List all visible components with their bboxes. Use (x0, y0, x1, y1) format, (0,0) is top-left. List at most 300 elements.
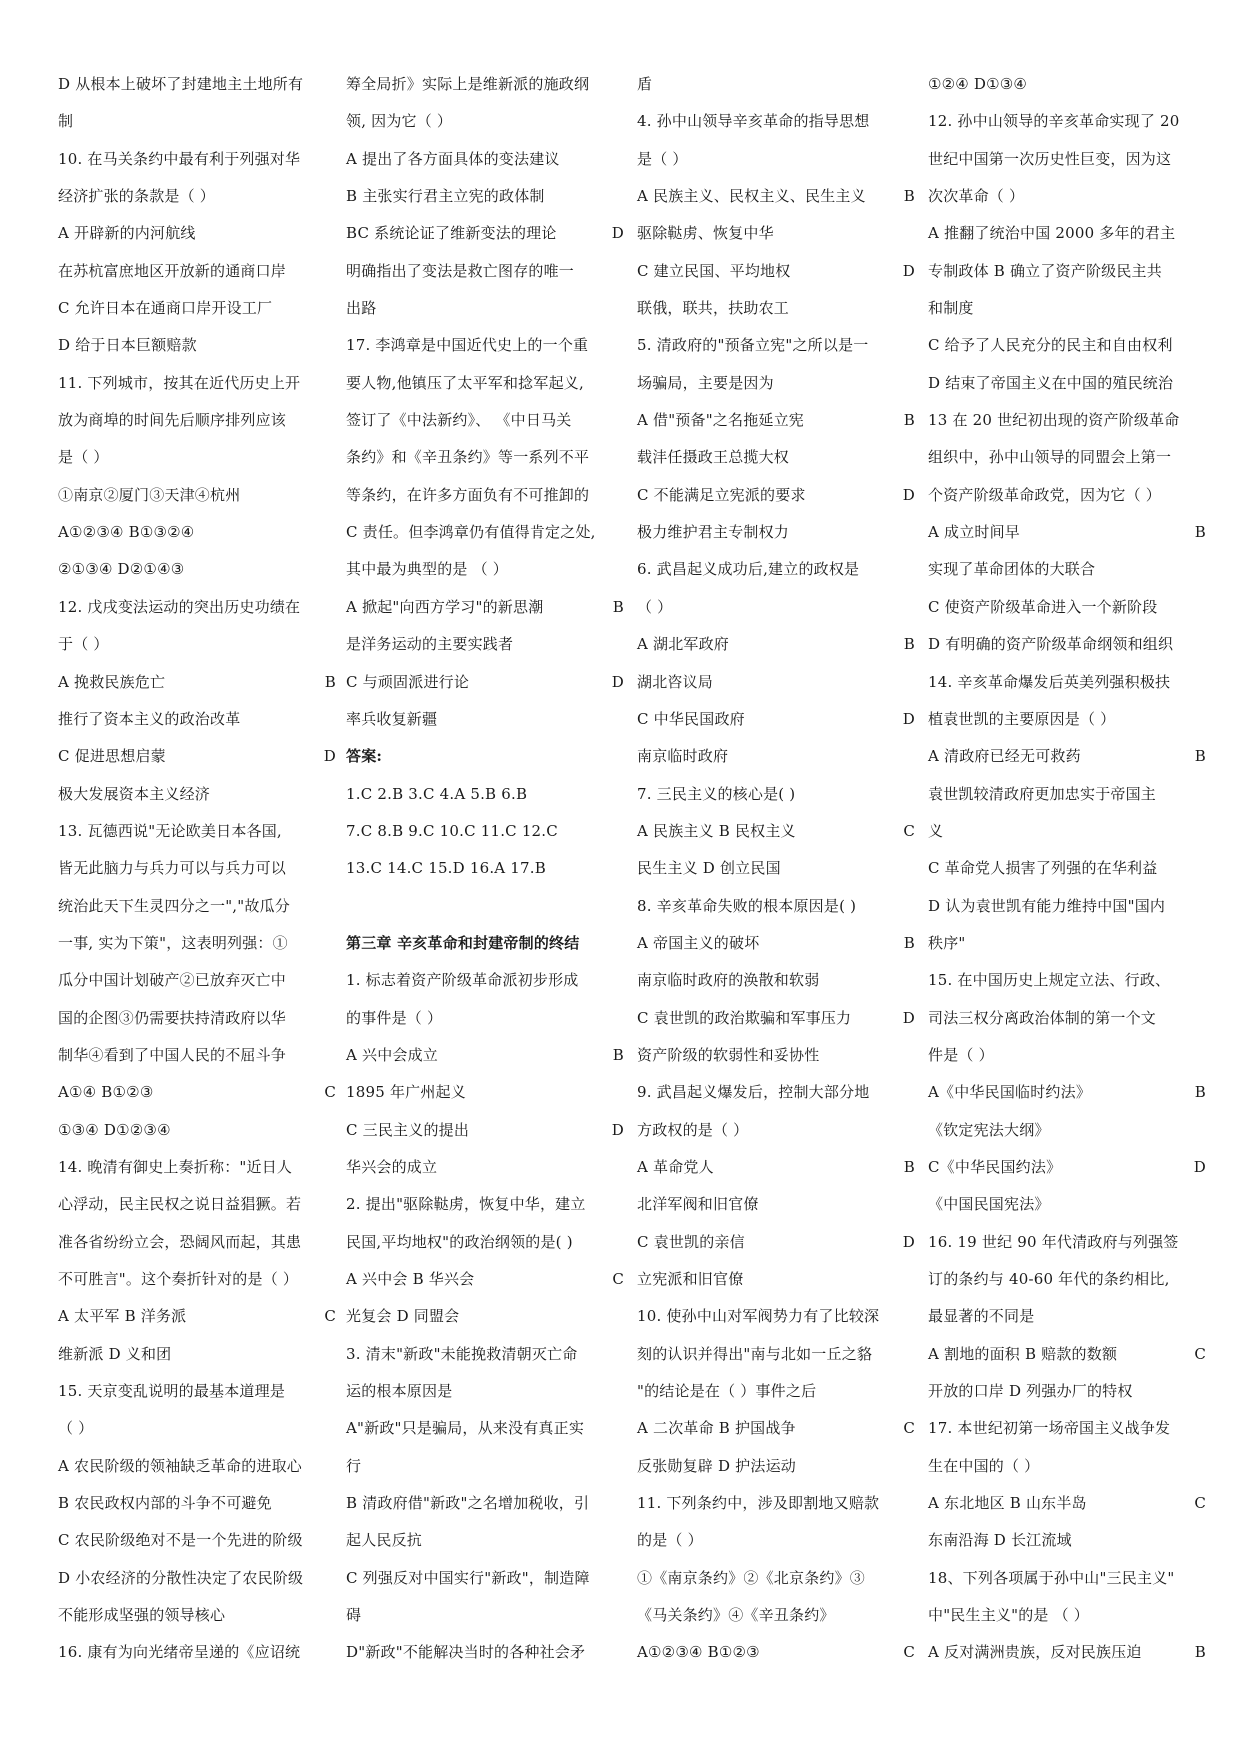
text-line (346, 551, 608, 588)
line-text: 反张勋复辟 D 护法运动 (637, 1456, 796, 1475)
text-line (637, 1373, 899, 1410)
line-text: 的是（ ） (637, 1531, 703, 1550)
line-text: 15. 天京变乱说明的最基本道理是 (58, 1382, 286, 1401)
text-line (928, 1373, 1190, 1410)
text-line (58, 738, 336, 775)
text-line (928, 813, 1190, 850)
line-text: 条约》和《辛丑条约》等一系列不平 (346, 448, 590, 467)
line-text: A 借"预备"之名拖延立宪 (637, 411, 805, 430)
line-text: 的事件是（ ） (346, 1008, 443, 1027)
option-letter: D (611, 224, 624, 243)
option-letter: C (903, 1419, 915, 1438)
line-text: 12. 戊戌变法运动的突出历史功绩在 (58, 597, 301, 616)
text-line (928, 925, 1190, 962)
line-text: 7.C 8.B 9.C 10.C 11.C 12.C (346, 821, 558, 840)
text-line (928, 327, 1190, 364)
text-line (637, 888, 899, 925)
option-letter: D (902, 261, 915, 280)
line-text: 光复会 D 同盟会 (346, 1307, 460, 1326)
text-line (346, 626, 608, 663)
line-text: 16. 康有为向光绪帝呈递的《应诏统 (58, 1643, 301, 1662)
line-text: 在苏杭富庶地区开放新的通商口岸 (58, 261, 287, 280)
text-line (928, 850, 1190, 887)
text-line (346, 1373, 608, 1410)
line-text: 于（ ） (58, 635, 109, 654)
line-text: 袁世凯较清政府更加忠实于帝国主 (928, 784, 1157, 803)
text-line (637, 178, 915, 215)
text-line (346, 1149, 608, 1186)
text-line (928, 664, 1190, 701)
text-line (928, 1634, 1206, 1671)
option-letter: C (1194, 1344, 1206, 1363)
line-text: 北洋军阀和旧官僚 (637, 1195, 759, 1214)
line-text: ②①③④ D②①④③ (58, 560, 185, 579)
text-line (58, 1000, 320, 1037)
text-line (58, 925, 320, 962)
line-text: C 给予了人民充分的民主和自由权利 (928, 336, 1173, 355)
text-line (928, 253, 1190, 290)
text-line (58, 1634, 320, 1671)
option-letter: C (903, 821, 915, 840)
line-text: 其中最为典型的是 （ ） (346, 560, 508, 579)
line-text: 8. 辛亥革命失败的根本原因是( ) (637, 896, 857, 915)
line-text: 生在中国的（ ） (928, 1456, 1040, 1475)
line-text: 13 在 20 世纪初出现的资产阶级革命 (928, 411, 1180, 430)
line-text: C 革命党人损害了列强的在华利益 (928, 859, 1158, 878)
text-line (346, 1410, 608, 1447)
line-text: C 促进思想启蒙 (58, 747, 166, 766)
line-text: 华兴会的成立 (346, 1157, 438, 1176)
line-text: 专制政体 B 确立了资产阶级民主共 (928, 261, 1162, 280)
line-text: 《中国民国宪法》 (928, 1195, 1050, 1214)
line-text: 5. 清政府的"预备立宪"之所以是一 (637, 336, 869, 355)
text-line (58, 551, 320, 588)
text-line (58, 103, 320, 140)
text-line (928, 701, 1190, 738)
line-text: 瓜分中国计划破产②已放弃灭亡中 (58, 971, 287, 990)
text-line (346, 1224, 608, 1261)
text-line (637, 1186, 899, 1223)
line-text: 等条约，在许多方面负有不可推卸的 (346, 485, 590, 504)
text-line (58, 1448, 320, 1485)
line-text: D 有明确的资产阶级革命纲领和组织 (928, 635, 1174, 654)
line-text: 放为商埠的时间先后顺序排列应该 (58, 411, 287, 430)
text-line (58, 477, 320, 514)
text-line (346, 813, 608, 850)
line-text: 1.C 2.B 3.C 4.A 5.B 6.B (346, 784, 528, 803)
text-line (346, 253, 608, 290)
option-letter: C (324, 1083, 336, 1102)
text-line (928, 103, 1190, 140)
text-line (637, 215, 899, 252)
text-line (346, 439, 608, 476)
text-line (346, 1112, 624, 1149)
text-line (58, 626, 320, 663)
option-letter: D (611, 672, 624, 691)
line-text: 答案: (346, 747, 383, 766)
text-line (637, 1560, 899, 1597)
line-text: 民生主义 D 创立民国 (637, 859, 781, 878)
line-text: 领, 因为它（ ） (346, 112, 453, 131)
line-text: 东南沿海 D 长江流域 (928, 1531, 1072, 1550)
line-text: A 太平军 B 洋务派 (58, 1307, 187, 1326)
line-text: 民国,平均地权"的政治纲领的是( ) (346, 1232, 573, 1251)
line-text: 推行了资本主义的政治改革 (58, 709, 241, 728)
option-letter: B (1194, 523, 1206, 542)
text-line (928, 365, 1190, 402)
line-text: ①②④ D①③④ (928, 75, 1028, 93)
text-line (928, 1336, 1206, 1373)
option-letter: D (611, 1120, 624, 1139)
text-line (637, 701, 915, 738)
line-text: 一事, 实为下策"，这表明列强：① (58, 933, 288, 952)
option-letter: B (1194, 1083, 1206, 1102)
line-text: 世纪中国第一次历史性巨变，因为这 (928, 149, 1172, 168)
option-letter: D (902, 485, 915, 504)
text-line (58, 439, 320, 476)
text-line (346, 365, 608, 402)
text-line (346, 1186, 608, 1223)
line-text: C 与顽固派进行论 (346, 672, 470, 691)
text-line (58, 1373, 320, 1410)
text-line (928, 776, 1190, 813)
line-text: 起人民反抗 (346, 1531, 423, 1550)
line-text: A 兴中会成立 (346, 1045, 439, 1064)
option-letter: B (324, 672, 336, 691)
text-line (928, 1298, 1190, 1335)
text-line (346, 178, 608, 215)
text-line (637, 1410, 915, 1447)
text-line (58, 701, 320, 738)
text-line (928, 1560, 1190, 1597)
option-letter: C (324, 1307, 336, 1326)
line-text: 12. 孙中山领导的辛亥革命实现了 20 (928, 112, 1180, 131)
line-text: 国的企图③仍需要扶持清政府以华 (58, 1008, 287, 1027)
line-text: 第三章 辛亥革命和封建帝制的终结 (346, 933, 580, 952)
text-line (346, 66, 608, 103)
line-text: 签订了《中法新约》、 《中日马关 (346, 411, 572, 430)
line-text: A 开辟新的内河航线 (58, 224, 196, 243)
line-text: A 湖北军政府 (637, 635, 730, 654)
line-text: A 挽救民族危亡 (58, 672, 166, 691)
line-text: D 认为袁世凯有能力维持中国"国内 (928, 896, 1166, 915)
line-text: 18、下列各项属于孙中山"三民主义" (928, 1568, 1175, 1587)
line-text: A①④ B①②③ (58, 1083, 154, 1102)
text-line (928, 1149, 1206, 1186)
text-line (58, 1037, 320, 1074)
line-text: 14. 晚清有御史上奏折称："近日人 (58, 1157, 293, 1176)
option-letter: D (902, 709, 915, 728)
text-line (637, 1037, 899, 1074)
line-text: 15. 在中国历史上规定立法、行政、 (928, 971, 1171, 990)
line-text: A 农民阶级的领袖缺乏革命的进取心 (58, 1456, 303, 1475)
text-line (637, 850, 899, 887)
text-line (637, 664, 899, 701)
text-line (928, 1000, 1190, 1037)
text-line (58, 776, 320, 813)
line-text: 维新派 D 义和团 (58, 1344, 172, 1363)
line-text: 组织中，孙中山领导的同盟会上第一 (928, 448, 1172, 467)
line-text: 义 (928, 821, 944, 840)
line-text: 联俄，联共，扶助农工 (637, 299, 790, 318)
text-line (58, 1597, 320, 1634)
line-text: C 允许日本在通商口岸开设工厂 (58, 299, 273, 318)
line-text: 刻的认识并得出"南与北如一丘之貉 (637, 1344, 873, 1363)
option-letter: B (903, 933, 915, 952)
line-text: 要人物,他镇压了太平军和捻军起义, (346, 373, 584, 392)
line-text: 准各省纷纷立会，恐阔风而起，其患 (58, 1232, 302, 1251)
text-line (346, 1597, 608, 1634)
text-column-1 (58, 66, 336, 1672)
line-text: D"新政"不能解决当时的各种社会矛 (346, 1643, 586, 1662)
text-line (637, 962, 899, 999)
line-text: 是洋务运动的主要实践者 (346, 635, 514, 654)
text-line (928, 66, 1190, 103)
line-text: 实现了革命团体的大联合 (928, 560, 1096, 579)
text-line (637, 1000, 915, 1037)
text-line (637, 1448, 899, 1485)
text-line (346, 327, 608, 364)
option-letter: B (1194, 747, 1206, 766)
text-line (58, 178, 320, 215)
line-text: 个资产阶级革命政党，因为它（ ） (928, 485, 1161, 504)
line-text: 《钦定宪法大纲》 (928, 1120, 1050, 1139)
text-line (637, 1224, 915, 1261)
text-line (928, 1410, 1190, 1447)
option-letter: B (1194, 1643, 1206, 1662)
text-column-3 (637, 66, 915, 1672)
text-line (928, 290, 1190, 327)
text-line (928, 962, 1190, 999)
text-line (346, 1448, 608, 1485)
line-text: A①②③④ B①③②④ (58, 523, 195, 542)
line-text: BC 系统论证了维新变法的理论 (346, 224, 557, 243)
line-text: ①南京②厦门③天津④杭州 (58, 485, 241, 504)
text-line (346, 962, 608, 999)
line-text: 最显著的不同是 (928, 1307, 1035, 1326)
line-text: 极大发展资本主义经济 (58, 784, 211, 803)
line-text: 17. 李鸿章是中国近代史上的一个重 (346, 336, 589, 355)
line-text: A 民族主义 B 民权主义 (637, 821, 796, 840)
line-text: 7. 三民主义的核心是( ) (637, 784, 796, 803)
option-letter: B (612, 1045, 624, 1064)
text-line (928, 1448, 1190, 1485)
line-text: 10. 使孙中山对军阀势力有了比较深 (637, 1307, 880, 1326)
text-line (346, 402, 608, 439)
text-line (346, 888, 608, 925)
line-text: 立宪派和旧官僚 (637, 1270, 744, 1288)
text-line (928, 402, 1190, 439)
line-text: 率兵收复新疆 (346, 709, 438, 728)
text-line (637, 813, 915, 850)
line-text: 制 (58, 112, 74, 131)
line-text: 订的条约与 40-60 年代的条约相比, (928, 1270, 1170, 1288)
text-line (928, 1522, 1190, 1559)
line-text: A 革命党人 (637, 1157, 714, 1176)
text-line (58, 1410, 320, 1447)
line-text: 筹全局折》实际上是维新派的施政纲 (346, 75, 590, 93)
line-text: C 农民阶级绝对不是一个先进的阶级 (58, 1531, 303, 1550)
line-text: ①《南京条约》②《北京条约》③ (637, 1568, 866, 1587)
line-text: 不能形成坚强的领导核心 (58, 1606, 226, 1625)
line-text: 9. 武昌起义爆发后，控制大部分地 (637, 1083, 870, 1102)
line-text: 17. 本世纪初第一场帝国主义战争发 (928, 1419, 1171, 1438)
text-line (637, 551, 899, 588)
option-letter: D (902, 1008, 915, 1027)
line-text: 南京临时政府 (637, 747, 729, 766)
text-line (58, 1149, 320, 1186)
line-text: 经济扩张的条款是（ ） (58, 187, 215, 206)
line-text: 不可胜言"。这个奏折针对的是（ ） (58, 1270, 299, 1288)
text-line (58, 850, 320, 887)
text-line (928, 1112, 1190, 1149)
text-line (346, 850, 608, 887)
text-line (346, 1298, 608, 1335)
text-line (637, 776, 899, 813)
text-line (637, 925, 915, 962)
line-text: D 结束了帝国主义在中国的殖民统治 (928, 373, 1174, 392)
line-text: 次次革命（ ） (928, 187, 1025, 206)
line-text: A 二次革命 B 护国战争 (637, 1419, 796, 1438)
line-text: A 清政府已经无可救药 (928, 747, 1081, 766)
text-line (346, 664, 624, 701)
line-text: 《马关条约》④《辛丑条约》 (637, 1606, 835, 1625)
option-letter: B (903, 635, 915, 654)
line-text: 驱除鞑虏、恢复中华 (637, 224, 774, 243)
text-line (346, 738, 608, 775)
text-line (58, 589, 320, 626)
text-line (346, 1074, 608, 1111)
text-line (637, 1336, 899, 1373)
text-line (58, 215, 320, 252)
text-line (637, 290, 899, 327)
line-text: A 推翻了统治中国 2000 多年的君主 (928, 224, 1176, 243)
text-line (346, 477, 608, 514)
line-text: 4. 孙中山领导辛亥革命的指导思想 (637, 112, 870, 131)
option-letter: C (903, 1643, 915, 1662)
text-line (58, 664, 336, 701)
line-text: 碍 (346, 1606, 362, 1625)
text-line (346, 290, 608, 327)
text-line (346, 514, 608, 551)
line-text: 运的根本原因是 (346, 1382, 453, 1401)
line-text: 中"民生主义"的是 （ ） (928, 1606, 1089, 1625)
line-text: 16. 19 世纪 90 年代清政府与列强签 (928, 1232, 1179, 1251)
text-line (58, 1261, 320, 1298)
text-line (928, 1074, 1206, 1111)
line-text: 是（ ） (58, 448, 109, 467)
text-line (637, 402, 915, 439)
line-text: 制华④看到了中国人民的不屈斗争 (58, 1045, 287, 1064)
text-column-2 (346, 66, 624, 1672)
text-line (346, 1000, 608, 1037)
line-text: 场骗局，主要是因为 (637, 373, 774, 392)
option-letter: B (612, 597, 624, 616)
text-line (928, 888, 1190, 925)
text-line (928, 1224, 1190, 1261)
text-line (928, 1597, 1190, 1634)
line-text: A 掀起"向西方学习"的新思潮 (346, 597, 544, 616)
line-text: 植袁世凯的主要原因是（ ） (928, 709, 1116, 728)
line-text: 1895 年广州起义 (346, 1083, 466, 1102)
text-line (346, 1336, 608, 1373)
option-letter: D (1193, 1157, 1206, 1176)
line-text: 明确指出了变法是救亡图存的唯一 (346, 261, 575, 280)
text-line (58, 962, 320, 999)
line-text: 6. 武昌起义成功后,建立的政权是 (637, 560, 860, 579)
text-line (637, 66, 899, 103)
line-text: A 成立时间早 (928, 523, 1021, 542)
line-text: A"新政"只是骗局，从来没有真正实 (346, 1419, 585, 1438)
line-text: 3. 清末"新政"未能挽救清朝灭亡命 (346, 1344, 578, 1363)
text-line (58, 888, 320, 925)
text-line (58, 1186, 320, 1223)
text-line (346, 1634, 608, 1671)
line-text: A 民族主义、民权主义、民生主义 (637, 187, 866, 206)
text-line (637, 141, 899, 178)
text-line (58, 1224, 320, 1261)
text-line (58, 1298, 336, 1335)
text-line (928, 589, 1190, 626)
line-text: D 从根本上破坏了封建地主土地所有 (58, 75, 304, 93)
line-text: 14. 辛亥革命爆发后英美列强积极扶 (928, 672, 1171, 691)
line-text: 10. 在马关条约中最有利于列强对华 (58, 149, 301, 168)
text-line (928, 439, 1190, 476)
line-text: 11. 下列城市，按其在近代历史上开 (58, 373, 301, 392)
line-text: C 使资产阶级革命进入一个新阶段 (928, 597, 1158, 616)
text-line (637, 1522, 899, 1559)
text-line (928, 1485, 1206, 1522)
line-text: D 给于日本巨额赔款 (58, 336, 197, 355)
option-letter: C (1194, 1494, 1206, 1513)
line-text: 湖北咨议局 (637, 672, 714, 691)
text-line (58, 1560, 320, 1597)
line-text: 秩序" (928, 933, 966, 952)
text-line (637, 626, 915, 663)
text-line (637, 589, 899, 626)
text-line (928, 1186, 1190, 1223)
option-letter: D (902, 1232, 915, 1251)
line-text: 13. 瓦德西说"无论欧美日本各国, (58, 821, 282, 840)
line-text: A 帝国主义的破坏 (637, 933, 760, 952)
line-text: 1. 标志着资产阶级革命派初步形成 (346, 971, 579, 990)
line-text: 极力维护君主专制权力 (637, 523, 790, 542)
text-line (346, 1522, 608, 1559)
text-line (346, 701, 608, 738)
text-line (346, 215, 624, 252)
text-line (58, 1074, 336, 1111)
line-text: 南京临时政府的涣散和软弱 (637, 971, 820, 990)
option-letter: C (612, 1270, 624, 1288)
text-line (637, 514, 899, 551)
text-line (928, 738, 1206, 775)
text-line (58, 365, 320, 402)
option-letter: B (903, 187, 915, 206)
text-line (346, 1037, 624, 1074)
text-line (58, 327, 320, 364)
text-line (637, 1485, 899, 1522)
text-line (346, 1485, 608, 1522)
line-text: （ ） (58, 1419, 94, 1438)
text-line (58, 1336, 320, 1373)
text-line (928, 141, 1190, 178)
line-text: 和制度 (928, 299, 974, 318)
text-line (928, 514, 1206, 551)
line-text: C 袁世凯的政治欺骗和军事压力 (637, 1008, 852, 1027)
text-line (346, 925, 608, 962)
line-text: 司法三权分离政治体制的第一个文 (928, 1008, 1157, 1027)
line-text: C《中华民国约法》 (928, 1157, 1062, 1176)
